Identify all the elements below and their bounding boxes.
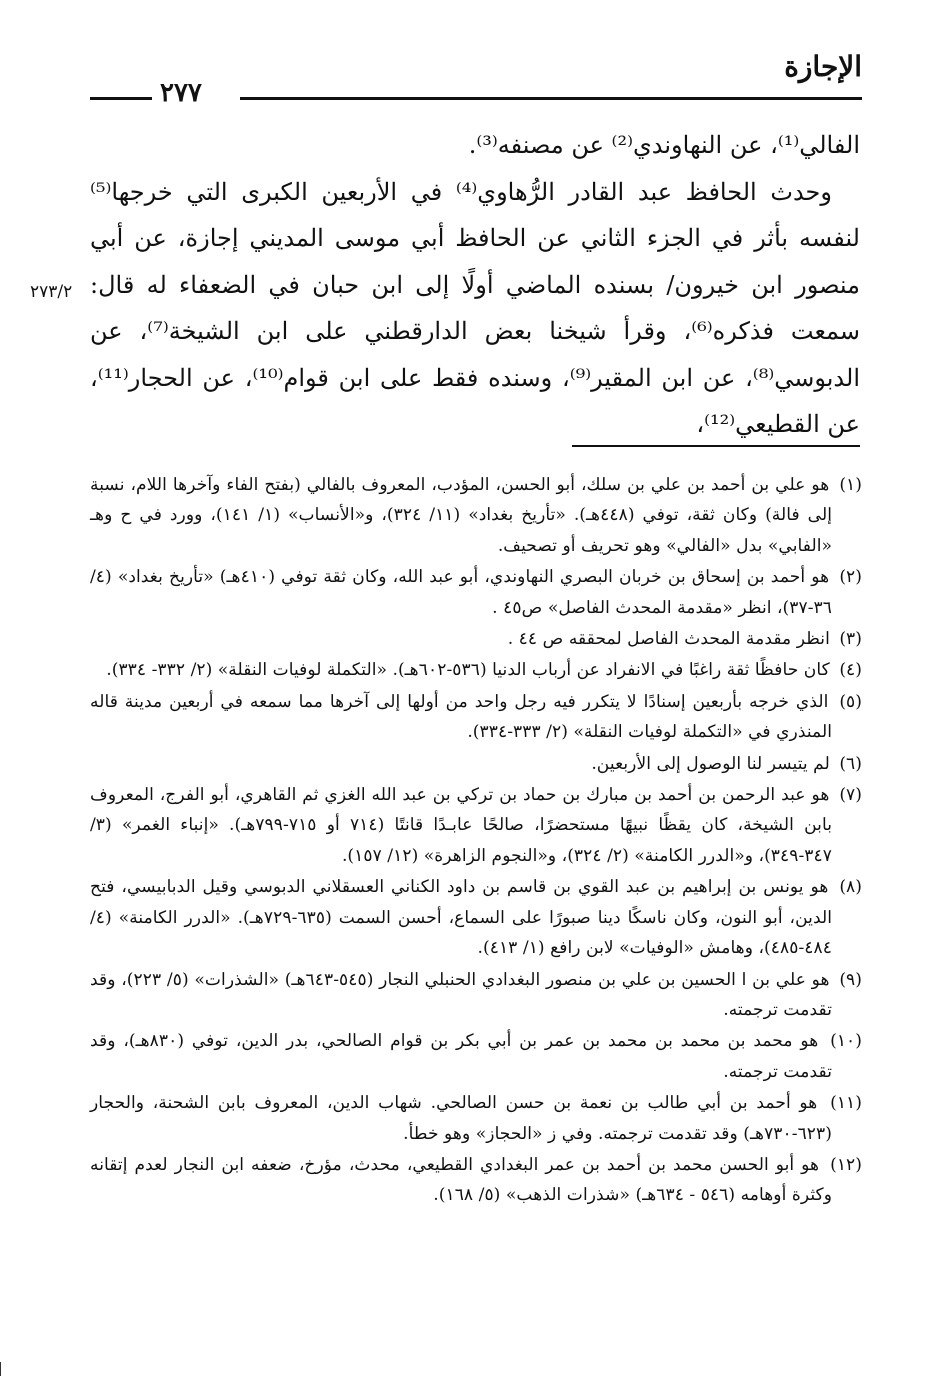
footnote-text: هو أحمد بن أبي طالب بن نعمة بن حسن الصالحي. شهاب الدين، المعروف بابن الشحنة، والحجار (٦٢٣-٧٣٠هـ) وقد تقدمت ترجمته. وفي ز «الحجاز» وهو خطأ. <box>90 1093 832 1144</box>
footnote-number: (٤) <box>839 660 862 681</box>
footnote <box>90 780 862 871</box>
footnote-text: كان حافظًا ثقة راغبًا في الانفراد عن أرباب الدنيا (٥٣٦-٦٠٢هـ). «التكملة لوفيات النقلة» (٢/ ٣٣٢- ٣٣٤). <box>106 660 830 681</box>
main-text <box>90 122 860 448</box>
footnote-number: (٥) <box>839 691 862 712</box>
footnote-number: (٧) <box>839 785 862 806</box>
footnote-number: (٨) <box>839 877 862 898</box>
footnote <box>90 562 862 623</box>
footnote-text: هو محمد بن محمد بن محمد بن عمر بن أبي بكر بن قوام الصالحي، بدر الدين، توفي (٨٣٠هـ)، وقد تقدمت ترجمته. <box>90 1031 832 1082</box>
footnote <box>90 470 862 561</box>
footnote-number: (١٢) <box>830 1154 862 1175</box>
header-rule-short <box>90 97 152 100</box>
footnote-text: هو يونس بن إبراهيم بن عبد القوي بن قاسم بن داود الكناني العسقلاني الدبوسي وقيل الدبابيسي، فتح الدين، أبو النون، وكان ناسكًا دينا صبورًا على السماع، أحسن السمت (٦٣٥-٧٢٩هـ). «الدرر الكامنة» (٤/ ٤٨٤-٤٨٥)، وهامش «الوفيات» لابن رافع (١/ ٤١٣). <box>90 877 832 959</box>
footnote <box>90 965 862 1026</box>
scan-edge-mark <box>0 1362 5 1376</box>
footnote <box>90 1150 862 1211</box>
footnotes <box>90 470 862 1212</box>
footnote-number: (٢) <box>839 567 862 588</box>
body-paragraph: الفالي⁽¹⁾، عن النهاوندي⁽²⁾ عن مصنفه⁽³⁾. <box>468 131 860 159</box>
footnote-number: (١١) <box>830 1093 863 1114</box>
footnote-number: (١٠) <box>830 1031 862 1052</box>
footnote <box>90 687 862 748</box>
footnote-number: (٣) <box>839 629 862 650</box>
page-number: ٢٧٧ <box>160 78 202 108</box>
footnote <box>90 624 862 654</box>
footnote-number: (٩) <box>839 969 862 990</box>
footnote-text: هو أبو الحسن محمد بن أحمد بن عمر البغدادي القطيعي، محدث، مؤرخ، ضعفه ابن النجار لعدم إتقانه وكثرة أوهامه (٥٤٦ - ٦٣٤هـ) «شذرات الذهب» (٥/ ١٦٨). <box>90 1154 832 1206</box>
footnote-text: هو علي بن أحمد بن علي بن سلك، أبو الحسن، المؤدب، المعروف بالفالي (بفتح الفاء وآخرها اللام، نسبة إلى فالة) وكان ثقة، توفي (٤٤٨هـ). «تأريخ بغداد» (١١/ ٣٢٤)، و«الأنساب» (١/ ١٤١)، وورد في ح وهـ «الفابي» بدل «الفالي» وهو تحريف أو تصحيف. <box>90 475 833 556</box>
footnote <box>90 872 862 963</box>
footnote-text: هو أحمد بن إسحاق بن خربان البصري النهاوندي، أبو عبد الله، وكان ثقة توفي (٤١٠هـ) «تأريخ بغداد» (٤/ ٣٦-٣٧)، انظر «مقدمة المحدث الفاصل» ص٤٥ . <box>90 567 832 618</box>
footnote <box>90 1088 862 1149</box>
footnote-text: لم يتيسر لنا الوصول إلى الأربعين. <box>591 753 830 774</box>
running-title: الإجازة <box>784 50 862 83</box>
footnote-text: هو عبد الرحمن بن أحمد بن مبارك بن حماد بن تركي بن عبد الله الغزي ثم القاهري، أبو الفرج، المعروف بابن الشيخة، كان يقظًا نبيهًا مستحضرًا، صالحًا عابـدًا قانتًا (٧١٤ أو ٧١٥-٧٩٩هـ). «إنباء الغمر» (٣/ ٣٤٧-٣٤٩)، و«الدرر الكامنة» (٢/ ٣٢٤)، و«النجوم الزاهرة» (١٢/ ١٥٧). <box>90 785 832 866</box>
body-paragraph: وحدث الحافظ عبد القادر الرُّهاوي⁽⁴⁾ في الأربعين الكبرى التي خرجها⁽⁵⁾ لنفسه بأثر في الجزء الثاني عن الحافظ أبي موسى المديني إجازة، عن أبي منصور ابن خيرون/ بسنده الماضي أولًا إلى ابن حبان في الضعفاء له قال: سمعت فذكره⁽⁶⁾، وقرأ شيخنا بعض الدارقطني على ابن الشيخة⁽⁷⁾، عن الدبوسي⁽⁸⁾، عن ابن المقير⁽⁹⁾، وسنده فقط على ابن قوام⁽¹⁰⁾، عن الحجار⁽¹¹⁾، عن القطيعي⁽¹²⁾، <box>90 177 861 438</box>
footnote <box>90 655 862 685</box>
margin-reference: ٢٧٣/٢ <box>30 282 73 302</box>
footnote-text: الذي خرجه بأربعين إسنادًا لا يتكرر فيه رجل واحد من أولها إلى آخرها مما سمعه في أربعين مدينة قاله المنذري في «التكملة لوفيات النقلة» (٢/ ٣٣٣-٣٣٤). <box>90 691 832 743</box>
footnote <box>90 749 862 779</box>
footnote-text: انظر مقدمة المحدث الفاصل لمحققه ص ٤٤ . <box>507 629 830 650</box>
header-rule <box>240 97 862 100</box>
footnote-separator <box>572 445 860 447</box>
footnote-number: (٦) <box>839 753 862 774</box>
footnote <box>90 1026 862 1087</box>
footnote-text: هو علي بن ا الحسين بن علي بن منصور البغدادي الحنبلي النجار (٥٤٥-٦٤٣هـ) «الشذرات» (٥/ ٢٢٣)، وقد تقدمت ترجمته. <box>90 969 832 1020</box>
footnote-number: (١) <box>839 475 862 495</box>
